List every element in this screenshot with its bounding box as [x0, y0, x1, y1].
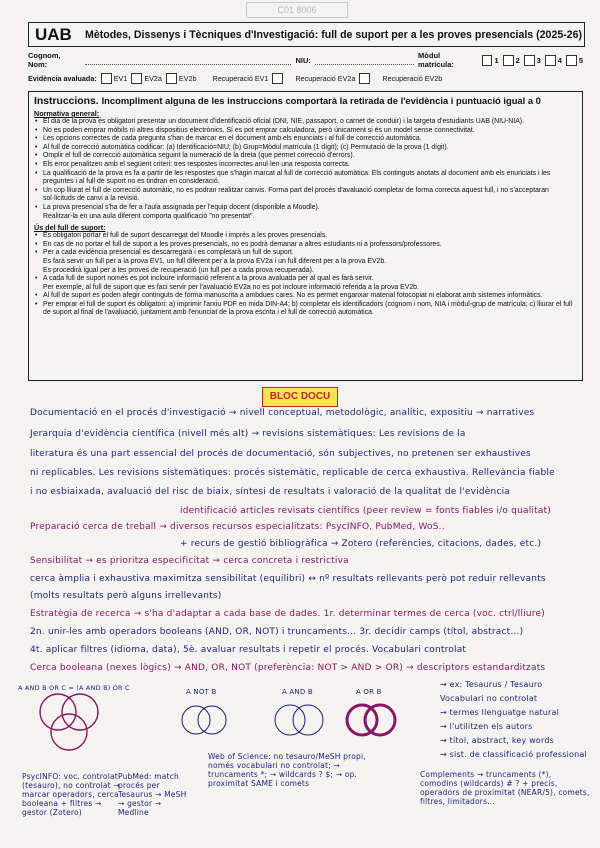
note-line: literatura és una part essencial del procés de documentació, són subjectives, no pretenen ser exhaustives: [30, 449, 531, 459]
ev2a-label: EV2a: [144, 73, 162, 83]
handwritten-notes: [0, 382, 600, 848]
modul-num-4: 4: [557, 55, 562, 65]
list-item: • Les opcions correctes de cada pregunta s'han de marcar en el document amb els enunciats i al full de correcció automàtica.: [43, 135, 577, 144]
instructions-subtitle: Incompliment alguna de les instruccions comportarà la retirada de l'evidència i puntuació igual a 0: [101, 95, 541, 106]
modul-checkbox-4[interactable]: [545, 55, 556, 66]
modul-checkbox-3[interactable]: [524, 55, 535, 66]
note-line: ni replicables. Les revisions sistemàtiques: procés sistemàtic, replicable de cerca exhaustiva. Rellevància fiable: [30, 468, 555, 478]
note-line: 4t. aplicar filtres (idioma, data), 5è. avaluar resultats i repetir el procés. Vocabulari controlat: [30, 645, 467, 655]
ev2a-checkbox[interactable]: [131, 73, 142, 84]
note-line: (molts resultats però alguns irrellevants): [30, 591, 222, 601]
note-line: → títol, abstract, key words: [440, 736, 555, 745]
list-continuation: Per exemple, al full de suport que es faci servir per l'avaluació EV2a no es pot incloure informació referida a la prova EV2b.: [43, 283, 419, 291]
niu-label: NIU:: [295, 55, 311, 65]
note-line: Preparació cerca de treball → diversos recursos especialitzats: PsycINFO, PubMed, WoS..: [30, 522, 445, 532]
niu-field[interactable]: [315, 56, 414, 65]
venn-abc: [40, 694, 98, 750]
evidence-row: [28, 72, 583, 84]
note-line: i no esbiaixada, avaluació del risc de biaix, síntesi de resultats i valoració de la qualitat de l'evidència: [30, 487, 511, 497]
list-item: • Els error penalitzen amb el següent criteri: tres respostes incorrectes anul·len una resposta correcta.: [43, 161, 577, 170]
rec-ev2b-label: Recuperació EV2b: [382, 73, 443, 83]
rec-ev2a-label: Recuperació EV2a: [295, 73, 356, 83]
normativa-list: [34, 118, 577, 221]
venn-label: A NOT B: [186, 688, 217, 696]
note-line: Cerca booleana (nexes lògics) → AND, OR, NOT (preferència: NOT > AND > OR) → descriptors estandarditzats: [30, 663, 546, 673]
modul-num-5: 5: [578, 55, 584, 65]
ev1-label: EV1: [113, 73, 128, 83]
note-line: → sist. de classificació professional: [440, 750, 587, 759]
modul-label: Mòdul matrícula:: [418, 51, 454, 69]
list-item: • Al full de correcció automàtica codificar: (a) Identificació=NIU; (b) Grup=Mòdul matrícula (1 dígit); (c) Permutació de la prova (1 dígit).: [43, 144, 577, 153]
note-line: → l'utilitzen els autors: [440, 722, 533, 731]
instructions-title: Instruccions. Incompliment alguna de les instruccions comportarà la retirada de l'evidència i puntuació igual a 0: [34, 95, 541, 107]
note-line: A AND B OR C = (A AND B) OR C: [18, 684, 130, 692]
note-line: + recurs de gestió bibliogràfica → Zotero (referències, citacions, dades, etc.): [180, 539, 542, 549]
list-item: • Al full de suport es poden afegir continguts de forma manuscrita a ambdues cares. No es permet enganxar material fotocopiat ni elaborat amb sistemes informàtics.: [43, 292, 577, 301]
modul-checkbox-5[interactable]: [566, 55, 577, 66]
ev1-checkbox[interactable]: [101, 73, 112, 84]
uab-logo: UAB: [35, 24, 72, 44]
venn-or: [347, 705, 395, 735]
modul-num-2: 2: [515, 55, 520, 65]
list-item: • A cada full de suport només es pot incloure informació referent a la prova avaluada per al qual es farà servir.: [43, 275, 577, 284]
note-line: → ex: Tesaurus / Tesauro: [440, 680, 543, 689]
modul-checkbox-1[interactable]: [482, 55, 493, 66]
list-item: • És obligatori portar el full de suport descarregat del Moodle i imprès a les proves presencials.: [43, 232, 577, 241]
header-box: [28, 22, 585, 47]
rec-ev2a-checkbox[interactable]: [359, 73, 370, 84]
rec-ev1-label: Recuperació EV1: [212, 73, 269, 83]
ev2b-checkbox[interactable]: [166, 73, 177, 84]
list-item: • Omplir el full de correcció automàtica seguint la numeració de la dreta (que permet correcció d'errors).: [43, 152, 577, 161]
note-line: identificació articles revisats científics (peer review = fonts fiables i/o qualitat): [180, 506, 551, 516]
note-line: 2n. unir-les amb operadors booleans (AND, OR, NOT) i truncaments... 3r. decidir camps (títol, abstract...): [30, 627, 524, 637]
note-line: Vocabulari no controlat: [440, 694, 538, 703]
instructions-box: [28, 91, 583, 381]
list-continuation: Es procedirà igual per a les proves de recuperació (un full per a cada prova recuperada).: [43, 266, 314, 274]
list-item: • Per a cada evidència presencial es descarregarà i es completarà un full de suport.: [43, 249, 577, 258]
cognom-field[interactable]: [85, 56, 291, 65]
rec-ev1-checkbox[interactable]: [272, 73, 283, 84]
list-item: • La prova presencial s'ha de fer a l'aula assignada per l'equip docent (disponible a Moodle).: [43, 204, 577, 213]
bloc-docu-label: BLOC DOCU: [262, 387, 338, 407]
note-line: Jerarquia d'evidència científica (nivell més alt) → revisions sistemàtiques: Les revisions de la: [30, 429, 466, 439]
top-stamp: C01 8006: [246, 2, 348, 18]
note-line: → termes llenguatge natural: [440, 708, 560, 717]
list-item: • En cas de no portar el full de suport a les proves presencials, no es podrà demanar a altres estudiants ni a professors/professores.: [43, 241, 577, 250]
identification-row: [28, 53, 583, 67]
evidencia-label: Evidència avaluada:: [28, 73, 97, 83]
venn-label: A AND B: [282, 688, 313, 696]
cognom-label: Cognom, Nom:: [28, 51, 61, 69]
wos-note: Web of Science: no tesauro/MeSH propi, només vocabulari no controlat; → truncaments *; → wildcards ? $; → op. proximitat SAME i comets: [208, 752, 366, 788]
modul-checkbox-2[interactable]: [503, 55, 514, 66]
list-continuation: Realitzar-la en una aula diferent comporta qualificació "no presentat".: [43, 212, 255, 220]
note-line: Estratègia de recerca → s'ha d'adaptar a cada base de dades. 1r. determinar termes de cerca (voc. ctrl/lliure): [30, 609, 545, 619]
note-line: Sensibilitat → es prioritza especificitat → cerca concreta i restrictiva: [30, 556, 349, 566]
normativa-heading: Normativa general:: [34, 109, 100, 118]
modul-num-1: 1: [494, 55, 499, 65]
suport-list: [34, 232, 577, 318]
list-item: • Un cop lliurat el full de correcció automàtic, no es podran realitzar canvis. Forma part del procés d'avaluació completar de forma correcta aquest full, i no s'acceptaran sol·licituds de canvi a la revisió.: [43, 187, 577, 204]
venn-and: [275, 705, 323, 735]
venn-not: [182, 706, 226, 734]
modul-num-3: 3: [536, 55, 541, 65]
list-item: • No es poden emprar mòbils ni altres dispositius electrònics. Sí es pot emprar calculadora, però únicament si és un model sense connectivitat.: [43, 127, 577, 136]
suport-heading: Ús del full de suport:: [34, 223, 106, 233]
page-title: Mètodes, Dissenys i Tècniques d'Investigació: full de suport per a les proves presencials (2025-26): [85, 28, 583, 41]
venn-label: A OR B: [356, 688, 382, 696]
list-item: • La qualificació de la prova es fa a partir de les respostes que s'hagin marcat al full de correcció automàtica. Els continguts anotats al document amb els enunciats i les preguntes i al full de suport no es tindran en consideració.: [43, 170, 577, 187]
complements-note: Complements → truncaments (*), comodins (wildcards) # ? + precís, operadors de proximitat (NEAR/5), comets, filtres, limitadors...: [420, 770, 590, 806]
list-continuation: Es farà servir un full per a la prova EV1, un full diferent per a la prova EV2a i un full diferent per a la prova EV2b.: [43, 257, 387, 265]
note-line: cerca àmplia i exhaustiva maximitza sensibilitat (equilibri) ↔ nº resultats rellevants però pot reduir rellevants: [30, 574, 546, 584]
pubmed-note: PubMed: match procés per Tesaurus → MeSH → gestor → Medline: [118, 772, 187, 817]
ev2b-label: EV2b: [178, 73, 197, 83]
list-item: • Per emprar el full de suport és obligatori: a) imprimir l'arxiu PDF en mida DIN-A4; b) completar els identificadors (cognom i nom, NIA i mòdul-grup de matrícula; c) lliurar el full de suport al final de l'avaluació, juntament amb l'enunciat de la prova escrita i el full de correcció automàtica.: [43, 301, 577, 318]
note-line: Documentació en el procés d'investigació → nivell conceptual, metodològic, analític, expositiu → narratives: [30, 408, 535, 418]
psycinfo-note: PsycINFO: voc. controlat (tesauro), no controlat → marcar operadors, cerca booleana + filtres → gestor (Zotero): [22, 772, 120, 817]
list-item: • El dia de la prova és obligatori presentar un document d'identificació oficial (DNI, NIE, passaport, o carnet de conduir) i la targeta d'estudiants UAB (NIU-NIA).: [43, 118, 577, 127]
